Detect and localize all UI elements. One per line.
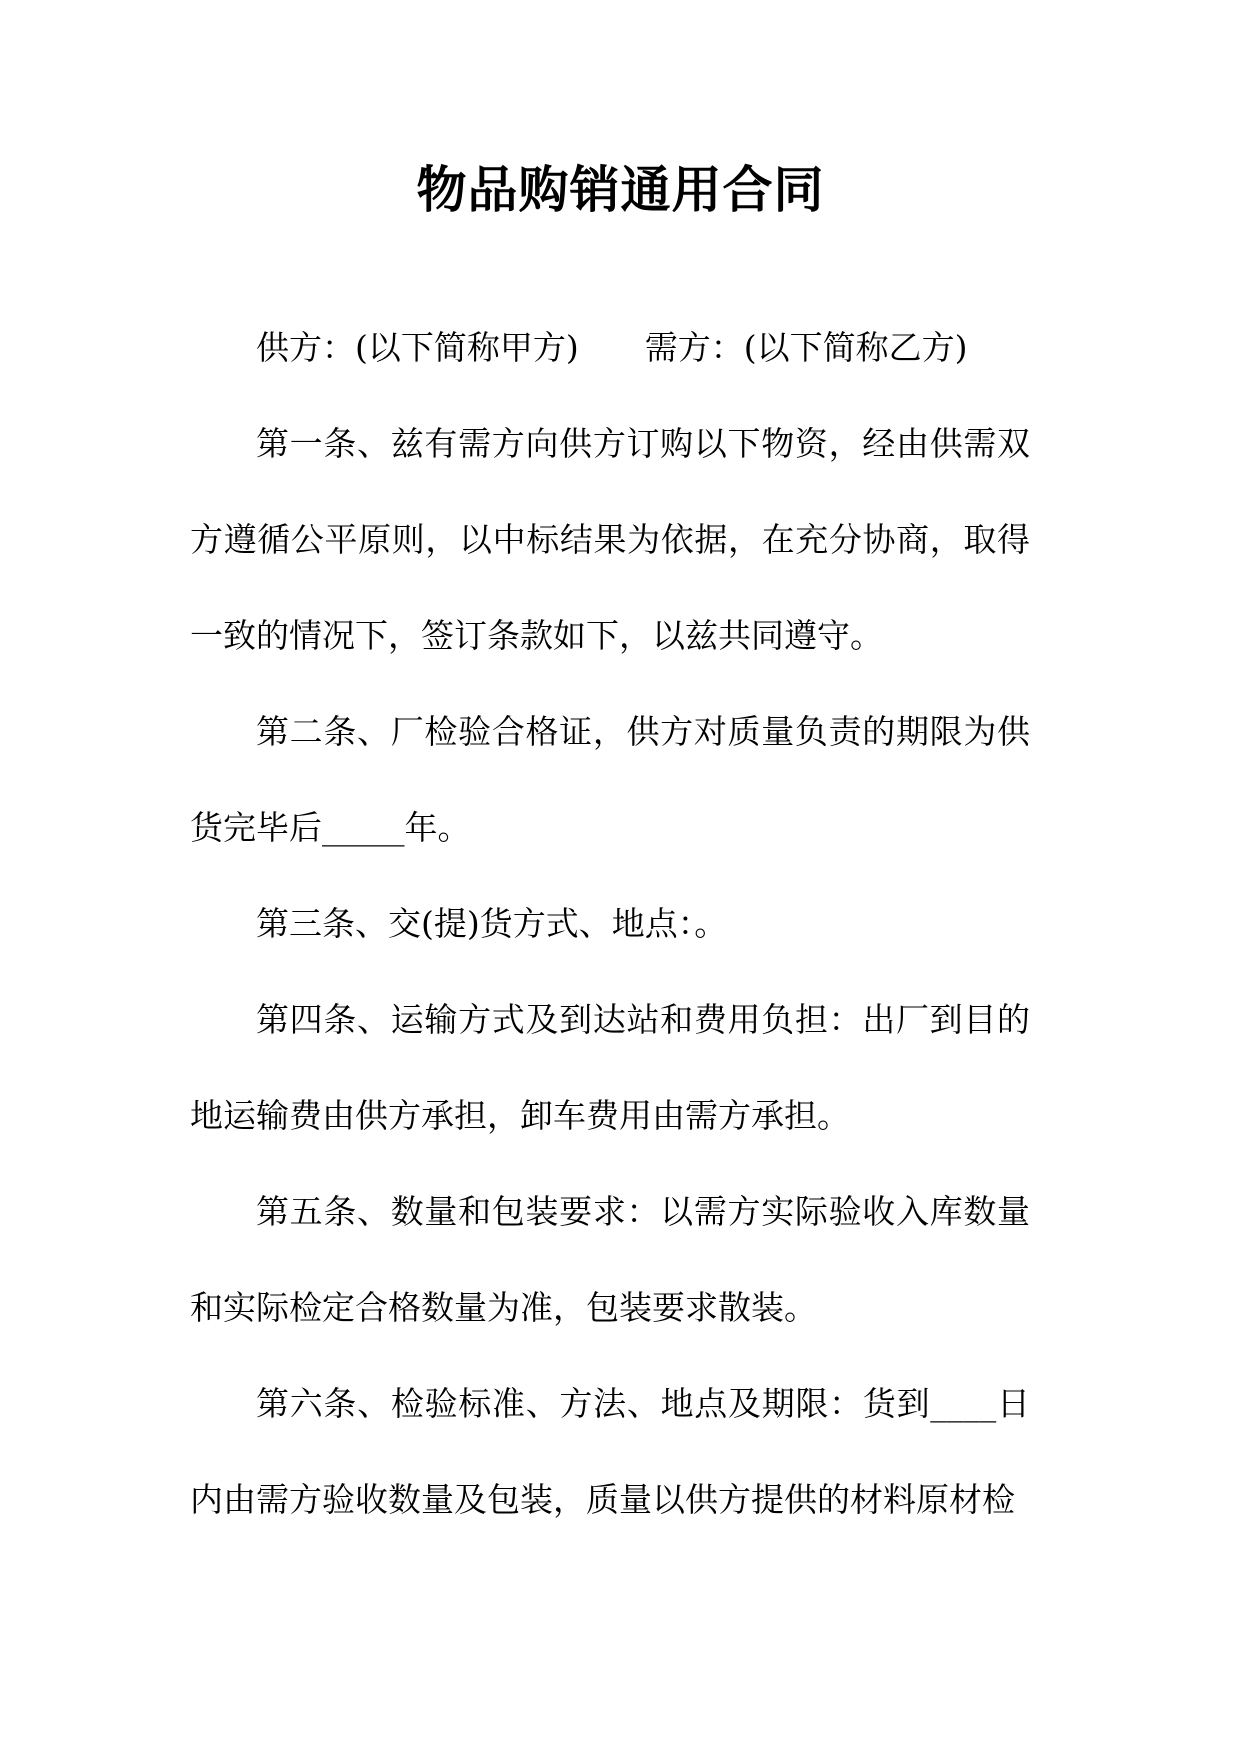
clause-2: 第二条、厂检验合格证，供方对质量负责的期限为供货完毕后_____年。: [190, 712, 1030, 847]
document-body: [190, 300, 1030, 1548]
buyer-party: 需方：(以下简称乙方): [644, 328, 968, 367]
clause-6: 第六条、检验标准、方法、地点及期限：货到____日内由需方验收数量及包装，质量以供方提供的材料原材检: [190, 1384, 1030, 1519]
supplier-party: 供方：(以下简称甲方): [256, 328, 579, 367]
parties-line: [190, 300, 1030, 396]
clause-5: 第五条、数量和包装要求：以需方实际验收入库数量和实际检定合格数量为准，包装要求散装。: [190, 1192, 1030, 1327]
clause-4: 第四条、运输方式及到达站和费用负担：出厂到目的地运输费由供方承担，卸车费用由需方承担。: [190, 1000, 1030, 1135]
document-title: 物品购销通用合同: [416, 161, 825, 219]
clause-1: 第一条、兹有需方向供方订购以下物资，经由供需双方遵循公平原则，以中标结果为依据，在充分协商，取得一致的情况下，签订条款如下，以兹共同遵守。: [190, 424, 1030, 655]
clause-3: 第三条、交(提)货方式、地点：。: [256, 904, 728, 943]
